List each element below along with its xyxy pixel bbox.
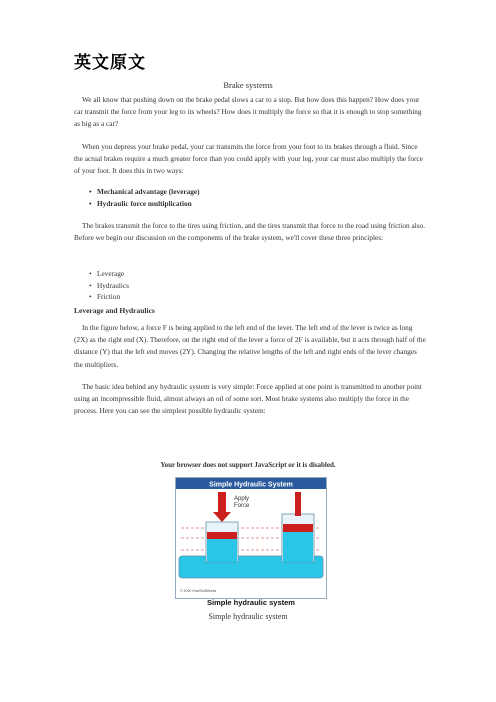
apply-label: Apply bbox=[234, 496, 250, 502]
hydraulic-diagram bbox=[176, 478, 326, 598]
list-item: • Leverage bbox=[97, 268, 129, 280]
hydraulic-paragraph: The basic idea behind any hydraulic system is very simple: Force applied at one point is transmitted to another point using an incompressible fluid, almost always an oil of some sort. Most brake systems also multiply the force in the process. Here you can see the simplest possible hydraulic system: bbox=[74, 382, 422, 416]
list-item: • Friction bbox=[97, 291, 129, 303]
right-fluid bbox=[283, 532, 313, 562]
friction-paragraph-text: The brakes transmit the force to the tires using friction, and the tires transmit that force to the road using friction also. Before we begin our discussion on the components of the brake system, we'll cover these three principles: bbox=[74, 221, 426, 243]
figure-title: Simple Hydraulic System bbox=[209, 481, 293, 489]
list-item: • Hydraulics bbox=[97, 280, 129, 292]
page-heading: 英文原文 bbox=[74, 53, 146, 73]
arrow-down-icon bbox=[213, 512, 231, 522]
javascript-notice: Your browser does not support JavaScript or it is disabled. bbox=[160, 461, 336, 469]
pedal-paragraph: When you depress your brake pedal, your car transmits the force from your foot to its brakes through a fluid. Since the actual brakes require a much greater force than you could apply with your leg, your car must also multiply the force of your foot. It does this in two ways: bbox=[74, 142, 423, 176]
list-item: • Mechanical advantage (leverage) bbox=[97, 186, 200, 198]
figure-image-caption: Simple hydraulic system bbox=[207, 598, 295, 607]
apply-arrow-shaft bbox=[218, 492, 226, 512]
lever-paragraph: In the figure below, a force F is being applied to the left end of the lever. The left end of the lever is twice as long (2X) as the right end (X). Therefore, on the right end of the lever a force of 2F is available, but it acts through half of the distance (Y) that the left end moves (2Y). Changing the relative lengths of the left and right ends of the lever changes the multipliers. bbox=[74, 323, 426, 369]
right-piston-rod bbox=[295, 492, 301, 516]
principles-list bbox=[97, 268, 129, 303]
intro-paragraph: We all know that pushing down on the brake pedal slows a car to a stop. But how does this happen? How does your car transmit the force from your leg to its wheels? How does it multiply the force so that it is enough to stop something as big as a car? bbox=[74, 95, 422, 129]
copyright-text: © 2000 HowStuffWorks bbox=[180, 589, 217, 593]
ways-list bbox=[97, 186, 200, 209]
left-fluid bbox=[207, 538, 237, 562]
list-item: • Hydraulic force multiplication bbox=[97, 198, 200, 210]
right-piston bbox=[283, 524, 313, 532]
friction-paragraph bbox=[74, 220, 426, 244]
left-piston bbox=[207, 532, 237, 539]
document-title: Brake systems bbox=[223, 80, 273, 90]
force-label: Force bbox=[234, 503, 250, 509]
section-subheading: Leverage and Hydraulics bbox=[74, 306, 155, 315]
figure-caption: Simple hydraulic system bbox=[208, 612, 288, 621]
hydraulic-figure bbox=[175, 477, 327, 599]
